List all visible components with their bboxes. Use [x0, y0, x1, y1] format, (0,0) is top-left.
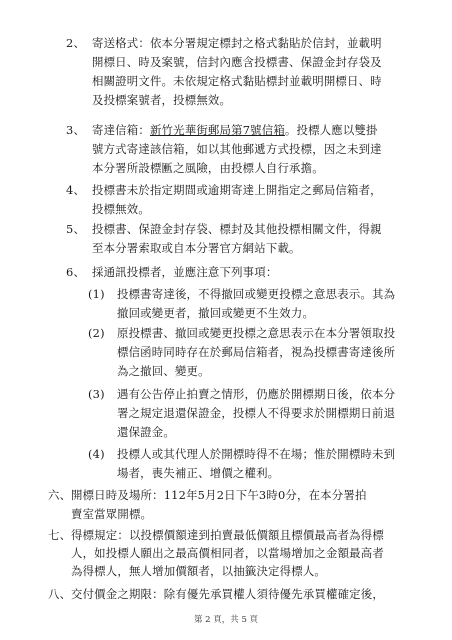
sub-item-line: 為之撤回、變更。 [117, 364, 210, 379]
section-marker: 六、 [48, 487, 72, 502]
item-line-lead: 寄達信箱： [92, 122, 150, 137]
item-line [92, 123, 378, 138]
sub-item-marker: (1) [88, 286, 105, 301]
item-line-tail: 。投標人應以雙掛 [284, 122, 378, 137]
sub-item-marker: (3) [88, 387, 105, 401]
mailbox-address: 新竹光華街郵局第7號信箱 [149, 122, 285, 137]
item-line: 投標書未於指定期間或逾期寄達上開指定之郵局信箱者， [92, 182, 382, 197]
section-line: 交付價金之期限：除有優先承買權人須待優先承買權確定後， [71, 587, 384, 601]
sub-item-line: 投標人或其代理人於開標時得不在場；惟於開標時未到 [117, 446, 396, 461]
page-footer: 第 2 頁，共 5 頁 [193, 615, 259, 625]
section-marker: 七、 [48, 528, 72, 543]
item-line: 號方式寄達該信箱，如以其他郵遞方式投標，因之未到達 [92, 141, 382, 156]
section-line: 人，如投標人願出之最高價相同者，以當場增加之金額最高者 [71, 546, 384, 561]
item-line: 投標無效。 [92, 201, 150, 216]
sub-item-line: 原投標書、撤回或變更投標之意思表示在本分署領取投 [117, 326, 396, 341]
item-line: 投標書、保證金封存袋、標封及其他投標相關文件，得親 [92, 222, 382, 237]
item-marker: 6、 [66, 264, 86, 279]
sub-item-line: 場者，喪失補正、增價之權利。 [117, 465, 280, 480]
sub-item-marker: (4) [88, 446, 105, 461]
section-marker: 八、 [48, 587, 72, 601]
sub-item-line: 遇有公告停止拍賣之情形，仍應於開標期日後，依本分 [117, 387, 396, 401]
item-marker: 5、 [66, 222, 86, 237]
item-line: 開標日、時及案號，信封內應含投標書、保證金封存袋及 [92, 55, 382, 69]
sub-item-line: 投標書寄達後，不得撤回或變更投標之意思表示。其為 [117, 286, 396, 301]
section-line: 賣室當眾開標。 [71, 506, 153, 521]
item-line: 本分署所設標匭之風險，由投標人自行承擔。 [92, 160, 324, 175]
item-line: 及投標案號者，投標無效。 [92, 93, 232, 107]
item-marker: 3、 [66, 122, 86, 137]
item-line: 相關證明文件。未依規定格式黏貼標封並載明開標日、時 [92, 74, 382, 88]
item-line: 採通訊投標者，並應注意下列事項： [92, 264, 278, 279]
item-marker: 4、 [66, 182, 86, 197]
section-line: 開標日時及場所：112年5月2日下午3時0分，在本分署拍 [71, 487, 367, 502]
item-line: 至本分署索取或自本分署官方網站下載。 [92, 241, 301, 256]
section-line: 得標規定：以投標價額達到拍賣最低價額且標價最高者為得標 [71, 528, 384, 543]
section-line: 為得標人，無人增加價額者，以抽籤決定得標人。 [71, 564, 326, 579]
sub-item-marker: (2) [88, 326, 105, 341]
sub-item-line: 撤回或變更者，撤回或變更不生效力。 [117, 305, 315, 320]
item-marker: 2、 [66, 36, 86, 50]
sub-item-line: 署之規定退還保證金，投標人不得要求於開標期日前退 [117, 406, 396, 420]
sub-item-line: 標信函時同時存在於郵局信箱者，視為投標書寄達後所 [117, 345, 396, 360]
sub-item-line: 還保證金。 [117, 425, 175, 439]
item-line: 寄送格式：依本分署規定標封之格式黏貼於信封，並載明 [92, 36, 382, 50]
